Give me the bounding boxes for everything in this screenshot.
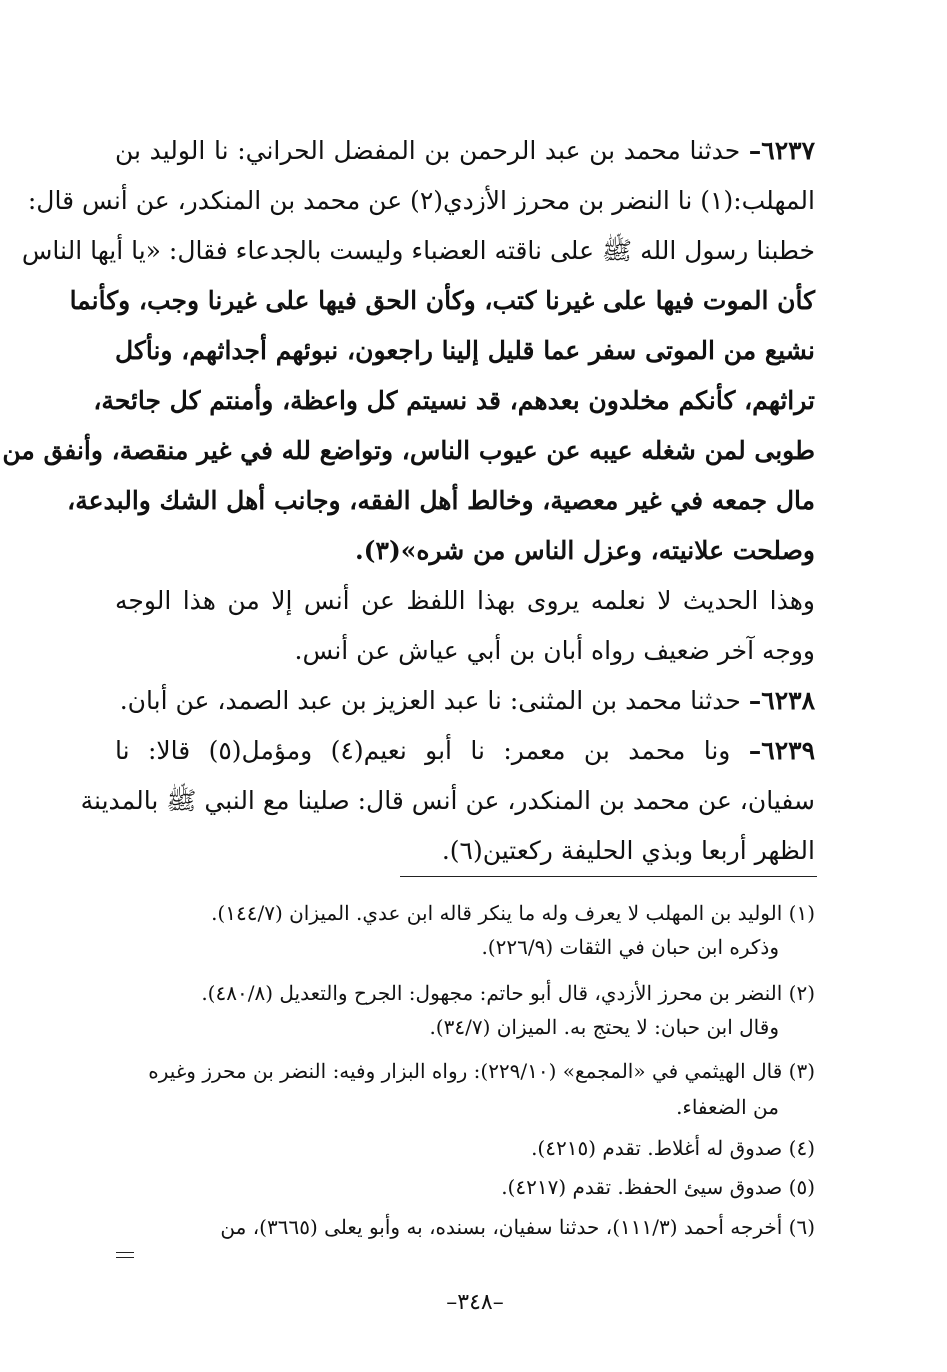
footnote-text: وذكره ابن حبان في الثقات (٢٢٦/٩). [481,935,779,959]
body-line [115,731,815,771]
footnote-continuation [105,932,779,962]
body-line [21,231,815,271]
body-text: ونا محمد بن معمر: نا أبو نعيم(٤) ومؤمل(٥) قالا: نا [115,736,749,765]
footnote [105,1133,815,1163]
body-text: تراثهم، كأنكم مخلدون بعدهم، قد نسيتم كل واعظة، وأمنتم كل جائحة، [93,386,815,415]
body-text: كأن الموت فيها على غيرنا كتب، وكأن الحق فيها على غيرنا وجب، وكأنما [69,286,815,315]
footnote-continuation [105,1012,779,1042]
body-line-bold [115,331,815,371]
footnote-separator [400,876,817,877]
body-line-bold [115,531,815,571]
body-line-bold [67,481,815,521]
body-text: الظهر أربعا وبذي الحليفة ركعتين(٦). [441,836,815,865]
body-text: مال جمعه في غير معصية، وخالط أهل الفقه، وجانب أهل الشك والبدعة، [67,486,815,515]
body-line [115,631,815,671]
body-line-bold [2,431,815,471]
footnote [105,1056,815,1086]
body-line-bold [69,281,815,321]
body-line [115,131,815,171]
hadith-number: ٦٢٣٨– [748,686,815,715]
body-text: ووجه آخر ضعيف رواه أبان بن أبي عياش عن أنس. [294,636,815,665]
body-text: حدثنا محمد بن عبد الرحمن بن المفضل الحراني: نا الوليد بن [115,136,749,165]
body-text: خطبنا رسول الله ﷺ على ناقته العضباء وليست بالجدعاء فقال: «يا أيها الناس [21,236,815,265]
footnote-text: (٥) صدوق سيئ الحفظ. تقدم (٤٢١٧). [501,1175,815,1199]
body-text: وهذا الحديث لا نعلمه يروى بهذا اللفظ عن أنس إلا من هذا الوجه [115,586,815,615]
footnote [105,898,815,928]
body-line [115,681,815,721]
body-text: وصلحت علانيته، وعزل الناس من شره»(٣). [354,536,815,565]
footnote-text: (٢) النضر بن محرز الأزدي، قال أبو حاتم: مجهول: الجرح والتعديل (٤٨٠/٨). [201,981,815,1005]
footnote-text: (٣) قال الهيثمي في «المجمع» (٢٢٩/١٠): رواه البزار وفيه: النضر بن محرز وغيره [148,1059,815,1083]
body-line [115,831,815,871]
body-text: طوبى لمن شغله عيبه عن عيوب الناس، وتواضع لله في غير منقصة، وأنفق من [2,436,815,465]
footnote-text: (١) الوليد بن المهلب لا يعرف وله ما ينكر قاله ابن عدي. الميزان (١٤٤/٧). [211,901,815,925]
body-line [115,581,815,621]
footnote-continuation [105,1092,779,1122]
hadith-number: ٦٢٣٧– [748,136,815,165]
footnote-text: (٤) صدوق له أغلاط. تقدم (٤٢١٥). [531,1136,815,1160]
footnote [105,1172,815,1202]
footnote [105,1212,815,1242]
body-text: سفيان، عن محمد بن المنكدر، عن أنس قال: صلينا مع النبي ﷺ بالمدينة [80,786,815,815]
body-line [27,181,815,221]
body-line-bold [93,381,815,421]
footnote-text: وقال ابن حبان: لا يحتج به. الميزان (٣٤/٧). [429,1015,779,1039]
hadith-number: ٦٢٣٩– [748,736,815,765]
footnote-text: (٦) أخرجه أحمد (١١١/٣)، حدثنا سفيان، بسنده، به وأبو يعلى (٣٦٦٥)، من [220,1215,815,1239]
continuation-mark [116,1252,134,1258]
footnote [105,978,815,1008]
body-text: نشيع من الموتى سفر عما قليل إلينا راجعون، نبوئهم أجداثهم، ونأكل [115,336,815,365]
footnote-text: من الضعفاء. [676,1095,779,1119]
body-line [80,781,815,821]
page-number: –٣٤٨– [446,1290,504,1315]
body-text: حدثنا محمد بن المثنى: نا عبد العزيز بن عبد الصمد، عن أبان. [119,686,749,715]
body-text: المهلب:(١) نا النضر بن محرز الأزدي(٢) عن محمد بن المنكدر، عن أنس قال: [27,186,815,215]
